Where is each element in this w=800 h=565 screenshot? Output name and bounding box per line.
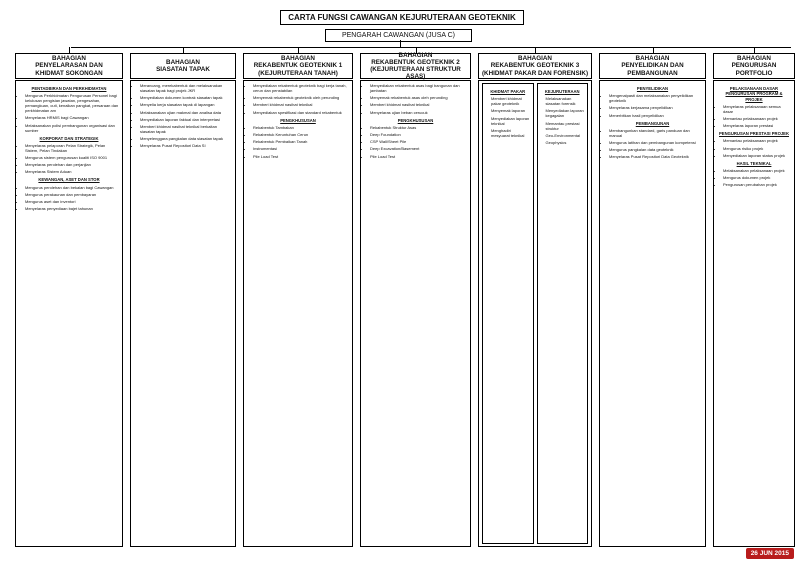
column-header-line: REKABENTUK GEOTEKNIK 3	[490, 62, 580, 70]
function-item: • Menyelaras Pusat Repositori Data Geoteknik	[609, 154, 702, 159]
function-item: • Menghadiri mesyuarat teknikal	[491, 128, 531, 138]
column-header-line: BAHAGIAN	[518, 55, 552, 63]
function-item: • Menyediakan laporan status projek	[723, 153, 791, 158]
section-title: KEJURUTERAAN	[544, 89, 580, 94]
function-item: • Menyelenggara pangkalan data siasatan tapak	[140, 136, 232, 141]
column-header-line: BAHAGIAN	[52, 55, 86, 63]
function-item: • Menyediakan laporan teknikal	[491, 116, 531, 126]
column-header-line: PEMBANGUNAN	[627, 69, 678, 77]
function-item: • Menyelaras Pusat Repositori Data SI	[140, 143, 232, 148]
column-header-line: (KHIDMAT PAKAR DAN FORENSIK)	[481, 69, 589, 77]
function-list	[717, 168, 791, 187]
date-badge: 26 JUN 2015	[746, 548, 794, 559]
function-item: • Menyelaras kerjasama penyelidikan	[609, 105, 702, 110]
column-4	[357, 47, 474, 547]
function-item: • Rekabentuk Pembaikan Tanah	[253, 139, 349, 144]
function-list	[134, 83, 232, 148]
function-item: • Memantau prestasi struktur	[546, 121, 586, 131]
function-item: • Mengurus perakaunan dan pembayaran	[25, 192, 119, 197]
section-title: PELAKSANAAN DASAR PENGURUSAN PROGRAM & PROJEK	[725, 86, 783, 102]
column-header	[713, 53, 795, 79]
function-list	[540, 96, 586, 145]
section-title: PEMBANGUNAN	[635, 120, 670, 126]
function-item: • Menyelaras pelaksanaan semua dasar	[723, 104, 791, 114]
function-item: • Rekabentuk Keruntuhan Cerun	[253, 132, 349, 137]
function-item: • Memberi khidmat pakar geoteknik	[491, 96, 531, 106]
function-item: • Memantau pelaksanaan projek	[723, 116, 791, 121]
function-list	[717, 104, 791, 128]
function-list	[19, 93, 119, 132]
column-header	[15, 53, 123, 79]
function-item: • Melaksanakan polisi pembangunan organisasi dan sumber	[25, 123, 119, 133]
function-item: • Melaksanakan pelaksanaan projek	[723, 168, 791, 173]
function-item: • Mengenalpasti dan melaksanakan penyelidikan geoteknik	[609, 93, 702, 103]
sub-column	[537, 83, 589, 544]
function-item: • Merancang, merekabentuk dan melaksanakan siasatan tapak bagi projek JKR	[140, 83, 232, 93]
column-header-line: BAHAGIAN	[737, 55, 771, 63]
function-item: • Mengurus risiko projek	[723, 146, 791, 151]
function-item: • Menyemak rekabentuk asas oleh perunding	[370, 95, 467, 100]
function-item: • Rekabentuk Struktur Asas	[370, 125, 467, 130]
function-item: • Menyediakan laporan faktual dan interpretasi	[140, 117, 232, 122]
column-5	[475, 47, 595, 547]
section-title: PENYELIDIKAN	[636, 86, 669, 91]
column-body	[130, 80, 236, 547]
function-item: • Pengurusan perubahan projek	[723, 182, 791, 187]
function-item: • Mengurus perolehan dan bekalan bagi Cawangan	[25, 185, 119, 190]
section-title: PENGKHUSUSAN	[397, 117, 434, 123]
function-item: • Memberi khidmat nasihat teknikal	[253, 102, 349, 107]
column-1	[12, 47, 126, 547]
function-list	[247, 83, 349, 115]
column-header-line: SIASATAN TAPAK	[156, 66, 210, 73]
function-item: • Menyelaras HRMIS bagi Cawangan	[25, 115, 119, 120]
function-item: • Rekabentuk Tambakan	[253, 125, 349, 130]
column-body	[478, 80, 592, 547]
function-item: • Mengurus pangkalan data geoteknik	[609, 147, 702, 152]
function-item: • Mengurus Perkhidmatan Pengurusan Personel bagi kelulusan pengisian jawatan, pengesahan, pemangkuan, cuti, kenaikan pangkat, persaraan dan perkhidmatan am	[25, 93, 119, 113]
column-header	[478, 53, 592, 79]
column-header-line: BAHAGIAN	[398, 51, 433, 59]
function-item: • Menyelaras perolehan dan perjanjian	[25, 162, 119, 167]
section-title: KHIDMAT PAKAR	[490, 89, 526, 94]
function-item: • Menyediakan rekabentuk asas bagi bangunan dan jambatan	[370, 83, 467, 93]
column-header-line: REKABENTUK GEOTEKNIK 2	[371, 58, 460, 66]
function-item: • Menyediakan spesifikasi dan standard rekabentuk	[253, 110, 349, 115]
function-item: • Mengurus aset dan inventori	[25, 199, 119, 204]
column-3	[240, 47, 356, 547]
column-6	[596, 47, 709, 547]
column-header	[243, 53, 353, 79]
function-list	[603, 128, 702, 160]
function-list	[603, 93, 702, 117]
function-list	[364, 125, 467, 159]
function-item: • Geo-Environmental	[546, 133, 586, 138]
section-title: HASIL TEKNIKAL	[736, 160, 772, 166]
function-item: • Deep Excavation/Basement	[370, 146, 467, 151]
column-header-line: (KEJURUTERAAN TANAH)	[258, 69, 338, 77]
function-list	[364, 83, 467, 115]
function-item: • Menerbitkan hasil penyelidikan	[609, 113, 702, 118]
section-title: PENGURUSAN PRESTASI PROJEK	[719, 131, 789, 137]
function-item: • Memberi khidmat nasihat teknikal	[370, 102, 467, 107]
function-list	[717, 138, 791, 157]
function-item: • Pile Load Test	[370, 154, 467, 159]
function-item: • Menyediakan dokumen kontrak siasatan tapak	[140, 95, 232, 100]
function-item: • Menyediakan laporan kegagalan	[546, 108, 586, 118]
column-header-line: PENGURUSAN PORTFOLIO	[731, 62, 777, 77]
connector-vertical	[400, 40, 401, 47]
column-body	[243, 80, 353, 547]
sub-column	[482, 83, 534, 544]
column-header	[130, 53, 236, 79]
column-header	[599, 53, 706, 79]
column-header	[360, 53, 471, 79]
director-box: PENGARAH CAWANGAN (JUSA C)	[325, 29, 472, 42]
function-item: • Melaksanakan siasatan forensik	[546, 96, 586, 106]
section-title: KORPORAT DAN STRATEGIK	[39, 135, 99, 141]
column-body	[15, 80, 123, 547]
column-body	[360, 80, 471, 547]
function-item: • Menyelaras laporan prestasi	[723, 123, 791, 128]
column-header-line: REKABENTUK GEOTEKNIK 1	[253, 62, 343, 70]
function-item: • Menyelaras penyediaan bajet tahunan	[25, 206, 119, 211]
function-item: • Memberi khidmat nasihat teknikal berkaitan siasatan tapak	[140, 124, 232, 134]
column-body	[599, 80, 706, 547]
function-item: • Menyelaras Sistem Aduan	[25, 169, 119, 174]
column-body	[713, 80, 795, 547]
column-header-line: PENYELARASAN DAN	[35, 62, 103, 70]
chart-title: CARTA FUNGSI CAWANGAN KEJURUTERAAN GEOTEKNIK	[280, 10, 524, 25]
function-item: • Geophysics	[546, 140, 586, 145]
function-list	[19, 143, 119, 175]
section-title: PENTADBIRAN DAN PERKHIDMATAN	[31, 86, 107, 91]
function-list	[19, 185, 119, 212]
function-item: • Mengurus dokumen projek	[723, 175, 791, 180]
column-header-line: BAHAGIAN	[166, 58, 200, 66]
function-item: • Menyediakan rekabentuk geoteknik bagi kerja tanah, cerun dan penstabilan	[253, 83, 349, 93]
section-title: KEWANGAN, ASET DAN STOR	[38, 177, 100, 183]
function-item: • Menyemak rekabentuk geoteknik oleh perunding	[253, 95, 349, 100]
function-item: • Melaksanakan ujian makmal dan analisa data	[140, 110, 232, 115]
column-header-line: BAHAGIAN	[635, 55, 670, 63]
function-item: • CSP Wall/Sheet Pile	[370, 139, 467, 144]
column-header-line: (KEJURUTERAAN STRUKTUR ASAS)	[370, 66, 461, 81]
column-header-line: KHIDMAT SOKONGAN	[35, 69, 103, 77]
function-item: • Menyelaras ujian beban cerucuk	[370, 110, 467, 115]
function-item: • Menyemak laporan	[491, 108, 531, 113]
function-list	[485, 96, 531, 138]
function-item: • Menyelia kerja siasatan tapak di lapangan	[140, 102, 232, 107]
column-2	[127, 47, 239, 547]
section-title: PENGKHUSUSAN	[280, 117, 316, 123]
function-item: • Membangunkan standard, garis panduan dan manual	[609, 128, 702, 138]
function-item: • Instrumentasi	[253, 146, 349, 151]
function-item: • Menyelaras pelaporan Pelan Strategik, Pelan Sistem, Pelan Tindakan	[25, 143, 119, 153]
function-item: • Pile Load Test	[253, 154, 349, 159]
function-item: • Deep Foundation	[370, 132, 467, 137]
function-item: • Memantau pelaksanaan projek	[723, 138, 791, 143]
function-item: • Mengurus latihan dan pembangunan kompetensi	[609, 140, 702, 145]
column-header-line: BAHAGIAN	[281, 55, 315, 63]
function-item: • Mengurus sistem pengurusan kualiti ISO 9001	[25, 155, 119, 160]
function-list	[247, 125, 349, 159]
column-7	[710, 47, 798, 547]
column-header-line: PENYELIDIKAN DAN	[621, 62, 684, 70]
